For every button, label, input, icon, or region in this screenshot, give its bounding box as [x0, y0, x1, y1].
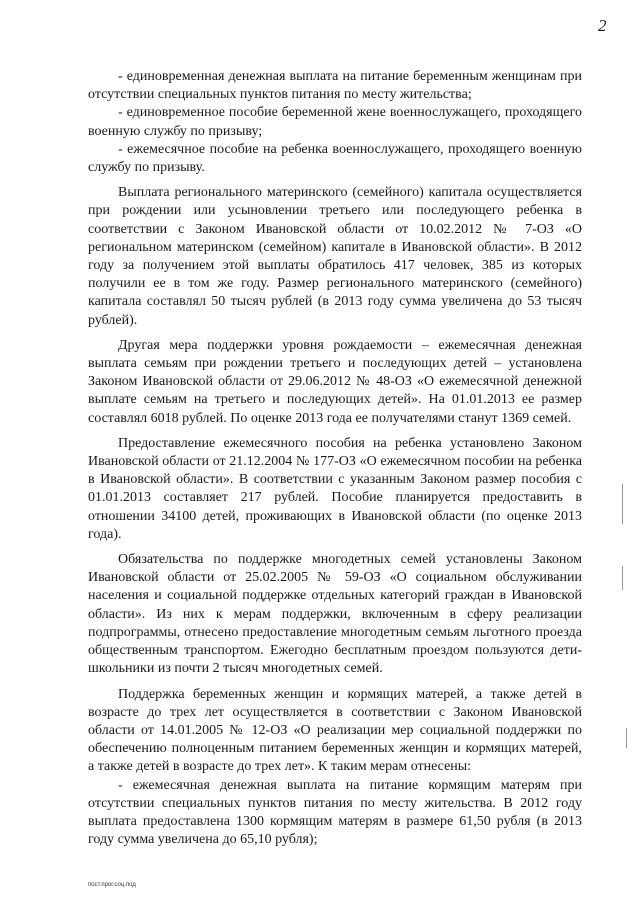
scan-edge-mark: [622, 484, 623, 524]
scan-edge-mark: [622, 566, 623, 590]
list-item-nursing-mothers-payment: - ежемесячная денежная выплата на питание кормящим матерям при отсутствии специальных пунктов питания по месту жительства. В 2012 году выплата предоставлена 1300 кормящим матерям в размере 61,50 рубля (в 2013 году сумма увеличена до 65,10 рубля);: [88, 777, 582, 848]
paragraph-child-allowance: Предоставление ежемесячного пособия на ребенка установлено Законом Ивановской области от 21.12.2004 № 177-ОЗ «О ежемесячном пособии на ребенка в Ивановской области». В соответствии с указанным Законом размер пособия с 01.01.2013 составляет 217 рублей. Пособие планируется предоставить в отношении 34100 детей, проживающих в Ивановской области (по оценке 2013 года).: [88, 435, 582, 542]
footer-file-label: пост.прог.соц.под: [88, 882, 136, 888]
page-number: 2: [598, 16, 607, 35]
paragraph-third-child-payment: Другая мера поддержки уровня рождаемости – ежемесячная денежная выплата семьям при рождении третьего и последующих детей – установлена Законом Ивановской области от 29.06.2012 № 48-ОЗ «О ежемесячной денежной выплате семьям на третьего и последующих детей». На 01.01.2013 ее размер составлял 6018 рублей. По оценке 2013 года ее получателями станут 1369 семей.: [88, 337, 582, 426]
list-item-pregnant-meal-payment: - единовременная денежная выплата на питание беременным женщинам при отсутствии специальных пунктов питания по месту жительства;: [88, 69, 582, 103]
paragraph-nutrition-support: Поддержка беременных женщин и кормящих матерей, а также детей в возрасте до трех лет осуществляется в соответствии с Законом Ивановской области от 14.01.2005 № 12-ОЗ «О реализации мер социальной поддержки по обеспечению полноценным питанием беременных женщин и кормящих матерей, а также детей в возрасте до трех лет». К таким мерам отнесены:: [88, 686, 582, 775]
scan-edge-mark: [626, 728, 627, 748]
list-item-soldier-wife-benefit: - единовременное пособие беременной жене военнослужащего, проходящего военную службу по призыву;: [88, 105, 582, 139]
paragraph-large-families: Обязательства по поддержке многодетных семей установлены Законом Ивановской области от 25.02.2005 № 59-ОЗ «О социальном обслуживании населения и социальной поддержке отдельных категорий граждан в Ивановской области». Из них к мерам поддержки, включенным в сферу реализации подпрограммы, отнесено предоставление многодетным семьям льготного проезда общественным транспортом. Ежегодно бесплатным проездом пользуются дети-школьники из почти 2 тысяч многодетных семей.: [88, 552, 582, 677]
paragraph-maternity-capital: Выплата регионального материнского (семейного) капитала осуществляется при рождении или усыновлении третьего или последующего ребенка в соответствии с Законом Ивановской области от 10.02.2012 № 7-ОЗ «О региональном материнском (семейном) капитале в Ивановской области». В 2012 году за получением этой выплаты обратилось 417 человек, 385 из которых получили ее в том же году. Размер регионального материнского (семейного) капитала составлял 50 тысяч рублей (в 2013 году сумма увеличена до 53 тысяч рублей).: [88, 185, 582, 328]
document-body: [88, 68, 582, 849]
list-item-soldier-child-benefit: - ежемесячное пособие на ребенка военнослужащего, проходящего военную службу по призыву.: [88, 141, 582, 176]
